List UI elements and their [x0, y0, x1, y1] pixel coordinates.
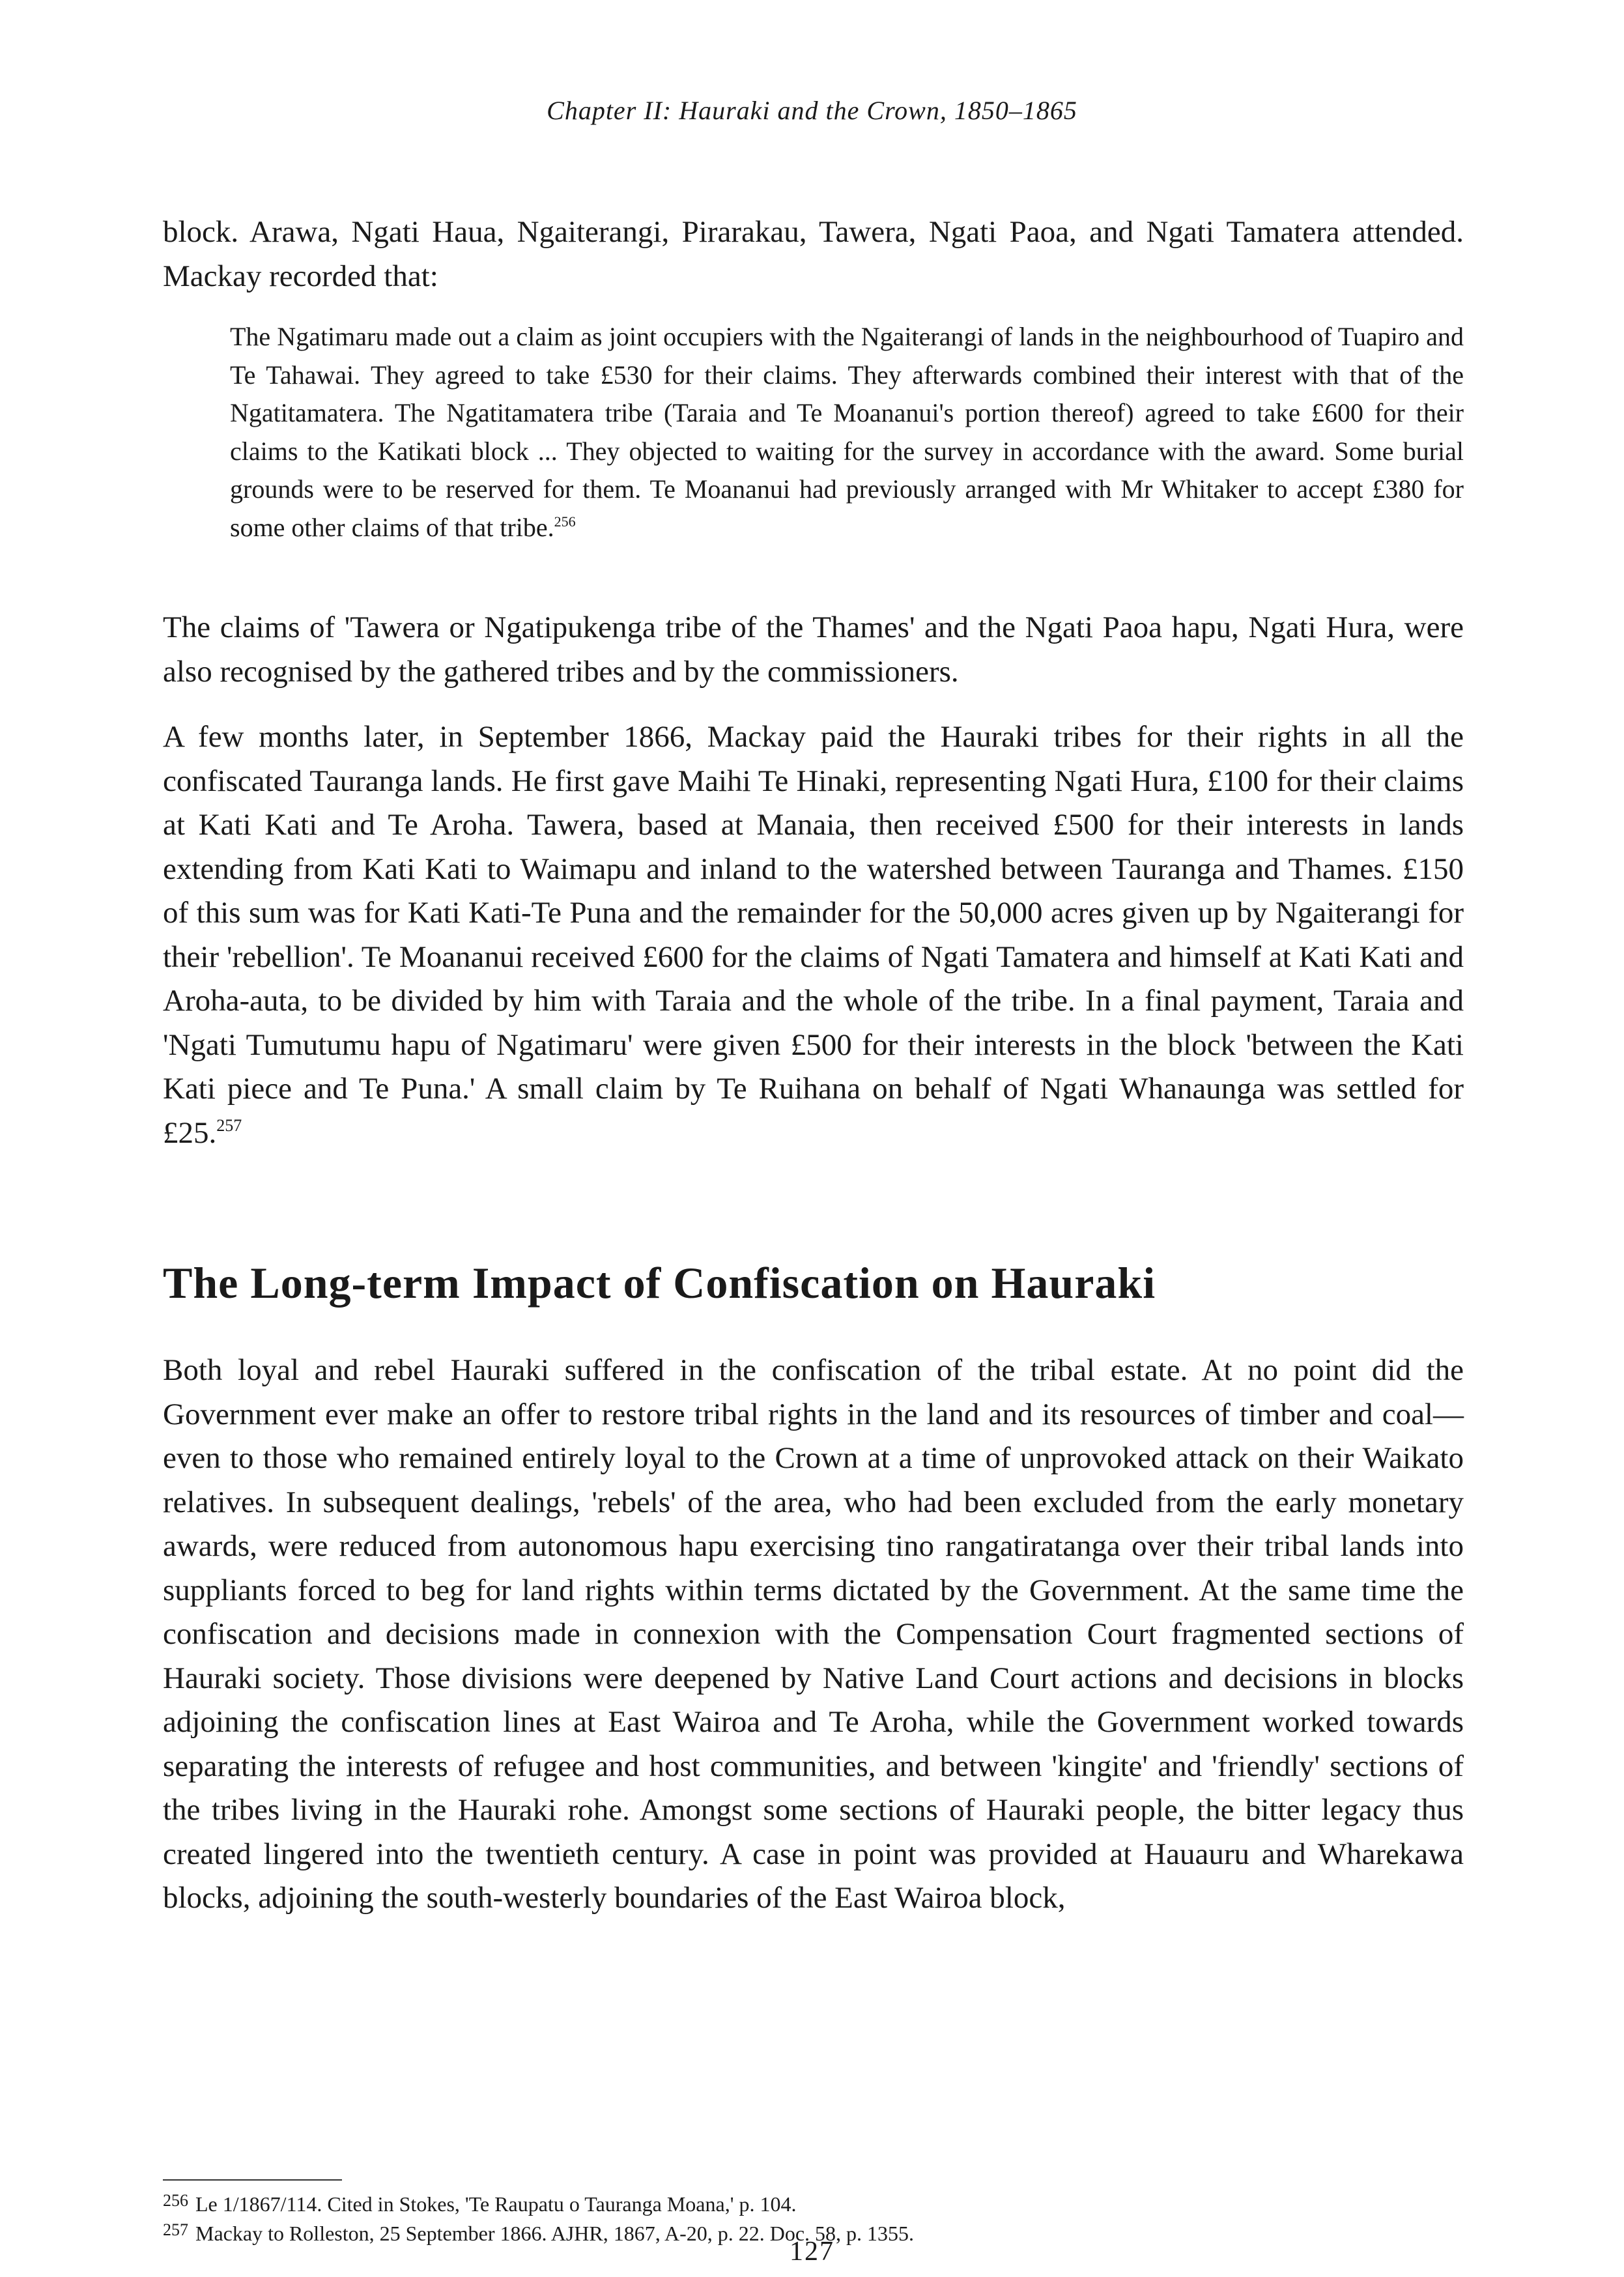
body-paragraph — [163, 210, 1464, 298]
running-head: Chapter II: Hauraki and the Crown, 1850–1865 — [547, 96, 1077, 125]
block-quote — [230, 318, 1464, 547]
body-paragraph — [163, 1349, 1464, 1921]
footnote-divider — [163, 2179, 342, 2181]
paragraph-text: The claims of 'Tawera or Ngatipukenga tribe of the Thames' and the Ngati Paoa hapu, Ngati Hura, were also recognised by the gathered tribes and by the commissioners. — [163, 610, 1464, 689]
footnote-text: Mackay to Rolleston, 25 September 1866. AJHR, 1867, A-20, p. 22. Doc. 58, p. 1355. — [195, 2222, 915, 2245]
footnote-number: 257 — [163, 2220, 188, 2239]
paragraph-text: A few months later, in September 1866, Mackay paid the Hauraki tribes for their rights in all the confiscated Tauranga lands. He first gave Maihi Te Hinaki, representing Ngati Hura, £100 for their claims at Kati Kati and Te Aroha. Tawera, based at Manaia, then received £500 for their interests in lands extending from Kati Kati to Waimapu and inland to the watershed between Tauranga and Thames. £150 of this sum was for Kati Kati-Te Puna and the remainder for the 50,000 acres given up by Ngaiterangi for their 'rebellion'. Te Moananui received £600 for the claims of Ngati Tamatera and himself at Kati Kati and Aroha-auta, to be divided by him with Taraia and the whole of the tribe. In a final payment, Taraia and 'Ngati Tumutumu hapu of Ngatimaru' were given £500 for their interests in the block 'between the Kati Kati piece and Te Puna.' A small claim by Te Ruihana on behalf of Ngati Whanaunga was settled for £25. — [163, 720, 1464, 1150]
section-heading: The Long-term Impact of Confiscation on Hauraki — [163, 1258, 1156, 1308]
quote-paragraph — [230, 318, 1464, 547]
paragraph-text: block. Arawa, Ngati Haua, Ngaiterangi, Pirarakau, Tawera, Ngati Paoa, and Ngati Tamatera attended. Mackay recorded that: — [163, 215, 1464, 293]
page-number: 127 — [790, 2237, 834, 2267]
footnote-ref-256[interactable]: 256 — [554, 513, 576, 530]
body-paragraph — [163, 606, 1464, 694]
footnote-ref-257[interactable]: 257 — [216, 1115, 242, 1135]
quote-text: The Ngatimaru made out a claim as joint occupiers with the Ngaiterangi of lands in the neighbourhood of Tuapiro and Te Tahawai. They agreed to take £530 for their claims. They afterwards combined their interest with that of the Ngatitamatera. The Ngatitamatera tribe (Taraia and Te Moananui's portion thereof) agreed to take £600 for their claims to the Katikati block ... They objected to waiting for the survey in accordance with the award. Some burial grounds were to be reserved for them. Te Moananui had previously arranged with Mr Whitaker to accept £380 for some other claims of that tribe. — [230, 322, 1464, 542]
footnote-256 — [163, 2188, 1464, 2217]
paragraph-text: Both loyal and rebel Hauraki suffered in the confiscation of the tribal estate. At no point did the Government ever make an offer to restore tribal rights in the land and its resources of timber and coal—even to those who remained entirely loyal to the Crown at a time of unprovoked attack on their Waikato relatives. In subsequent dealings, 'rebels' of the area, who had been excluded from the early monetary awards, were reduced from autonomous hapu exercising tino rangatiratanga over their tribal lands into suppliants forced to beg for land rights within terms dictated by the Government. At the same time the confiscation and decisions made in connexion with the Compensation Court fragmented sections of Hauraki society. Those divisions were deepened by Native Land Court actions and decisions in blocks adjoining the confiscation lines at East Wairoa and Te Aroha, while the Government worked towards separating the interests of refugee and host communities, and between 'kingite' and 'friendly' sections of the tribes living in the Hauraki rohe. Amongst some sections of Hauraki people, the bitter legacy thus created lingered into the twentieth century. A case in point was provided at Hauauru and Wharekawa blocks, adjoining the south-westerly boundaries of the East Wairoa block, — [163, 1353, 1464, 1915]
paragraph-with-note — [163, 715, 1464, 1155]
footnote-text: Le 1/1867/114. Cited in Stokes, 'Te Raupatu o Tauranga Moana,' p. 104. — [195, 2192, 797, 2216]
body-paragraph — [163, 715, 1464, 1155]
footnote-number: 256 — [163, 2191, 188, 2210]
